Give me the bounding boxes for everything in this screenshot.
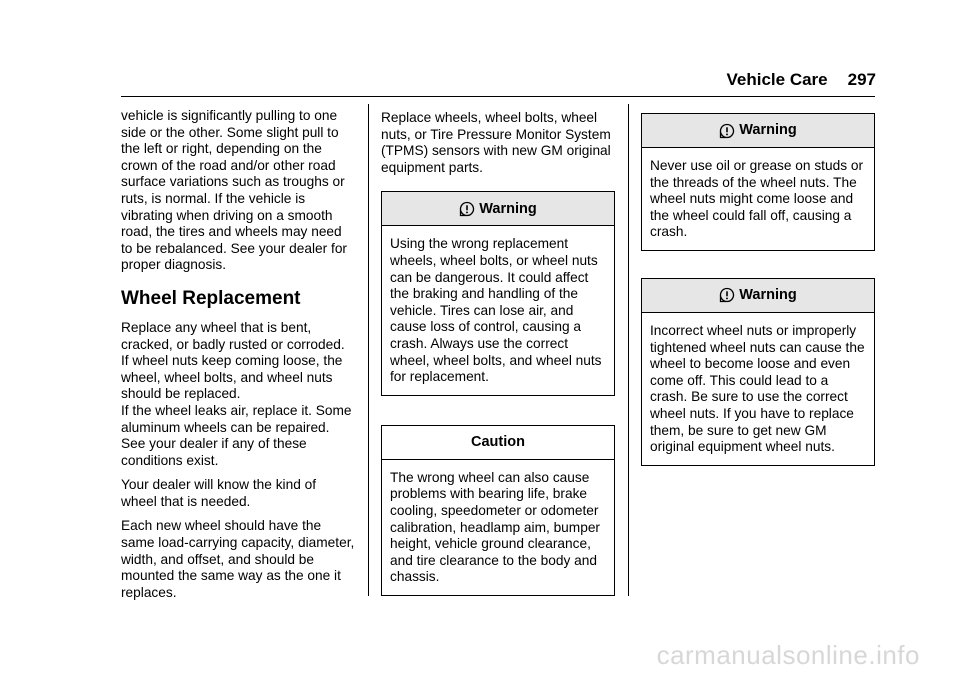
warning-icon (719, 287, 735, 303)
section-title: Vehicle Care (726, 70, 828, 89)
column-1 (121, 108, 355, 609)
caution-title: Caution (471, 433, 525, 450)
warning-box (641, 278, 875, 466)
caution-text: The wrong wheel can also cause problems with bearing life, brake cooling, speedometer or odometer calibration, headlamp aim, bumper height, vehicle ground clearance, and tire clearance to the body and chassis. (390, 469, 600, 585)
intro-paragraph: vehicle is significantly pulling to one side or the other. Some slight pull to the left or right, depending on the crown of the road and/or other road surface variations such as troughs or ruts, is normal. If the vehicle is vibrating when driving on a smooth road, the tires and wheels may need to be rebalanced. See your dealer for proper diagnosis. (121, 108, 347, 273)
column-divider (368, 104, 369, 596)
section-heading: Wheel Replacement (121, 287, 301, 309)
warning-text: Using the wrong replacement wheels, wheel bolts, or wheel nuts can be dangerous. It could affect the braking and handling of the vehicle. Tires can lose air, and cause loss of control, causing a crash. Always use the correct wheel, wheel bolts, and wheel nuts for replacement. (390, 236, 602, 385)
page-header (700, 70, 876, 90)
paragraph: Your dealer will know the kind of wheel that is needed. (121, 477, 317, 509)
watermark: carmanualsonline.info (656, 640, 920, 670)
column-2 (381, 110, 615, 596)
warning-icon (459, 201, 475, 217)
header-rule (121, 96, 875, 97)
warning-text: Never use oil or grease on studs or the threads of the wheel nuts. The wheel nuts might come loose and the wheel could fall off, causing a crash. (650, 158, 864, 240)
warning-title: Warning (479, 200, 537, 217)
warning-box (641, 113, 875, 251)
column-3 (641, 113, 875, 466)
page-number: 297 (847, 70, 876, 89)
warning-title: Warning (739, 287, 797, 304)
column-divider (628, 104, 629, 596)
warning-icon (719, 123, 735, 139)
caution-header (382, 426, 614, 460)
warning-box (381, 191, 615, 395)
warning-header (642, 114, 874, 148)
paragraph: Each new wheel should have the same load-carrying capacity, diameter, width, and offset, and should be mounted the same way as the one it replaces. (121, 518, 355, 600)
warning-title: Warning (739, 122, 797, 139)
intro-paragraph: Replace wheels, wheel bolts, wheel nuts, or Tire Pressure Monitor System (TPMS) sensors with new GM original equipment parts. (381, 110, 611, 175)
paragraph: If the wheel leaks air, replace it. Some aluminum wheels can be repaired. See your dealer if any of these conditions exist. (121, 402, 352, 468)
caution-box (381, 425, 615, 596)
warning-header (642, 279, 874, 313)
warning-text: Incorrect wheel nuts or improperly tightened wheel nuts can cause the wheel to become loose and even come off. This could lead to a crash. Be sure to use the correct wheel nuts. If you have to replace them, be sure to get new GM original equipment wheel nuts. (650, 322, 865, 455)
paragraph: Replace any wheel that is bent, cracked, or badly rusted or corroded. If wheel nuts keep coming loose, the wheel, wheel bolts, and wheel nuts should be replaced. (121, 319, 345, 402)
warning-header (382, 192, 614, 226)
